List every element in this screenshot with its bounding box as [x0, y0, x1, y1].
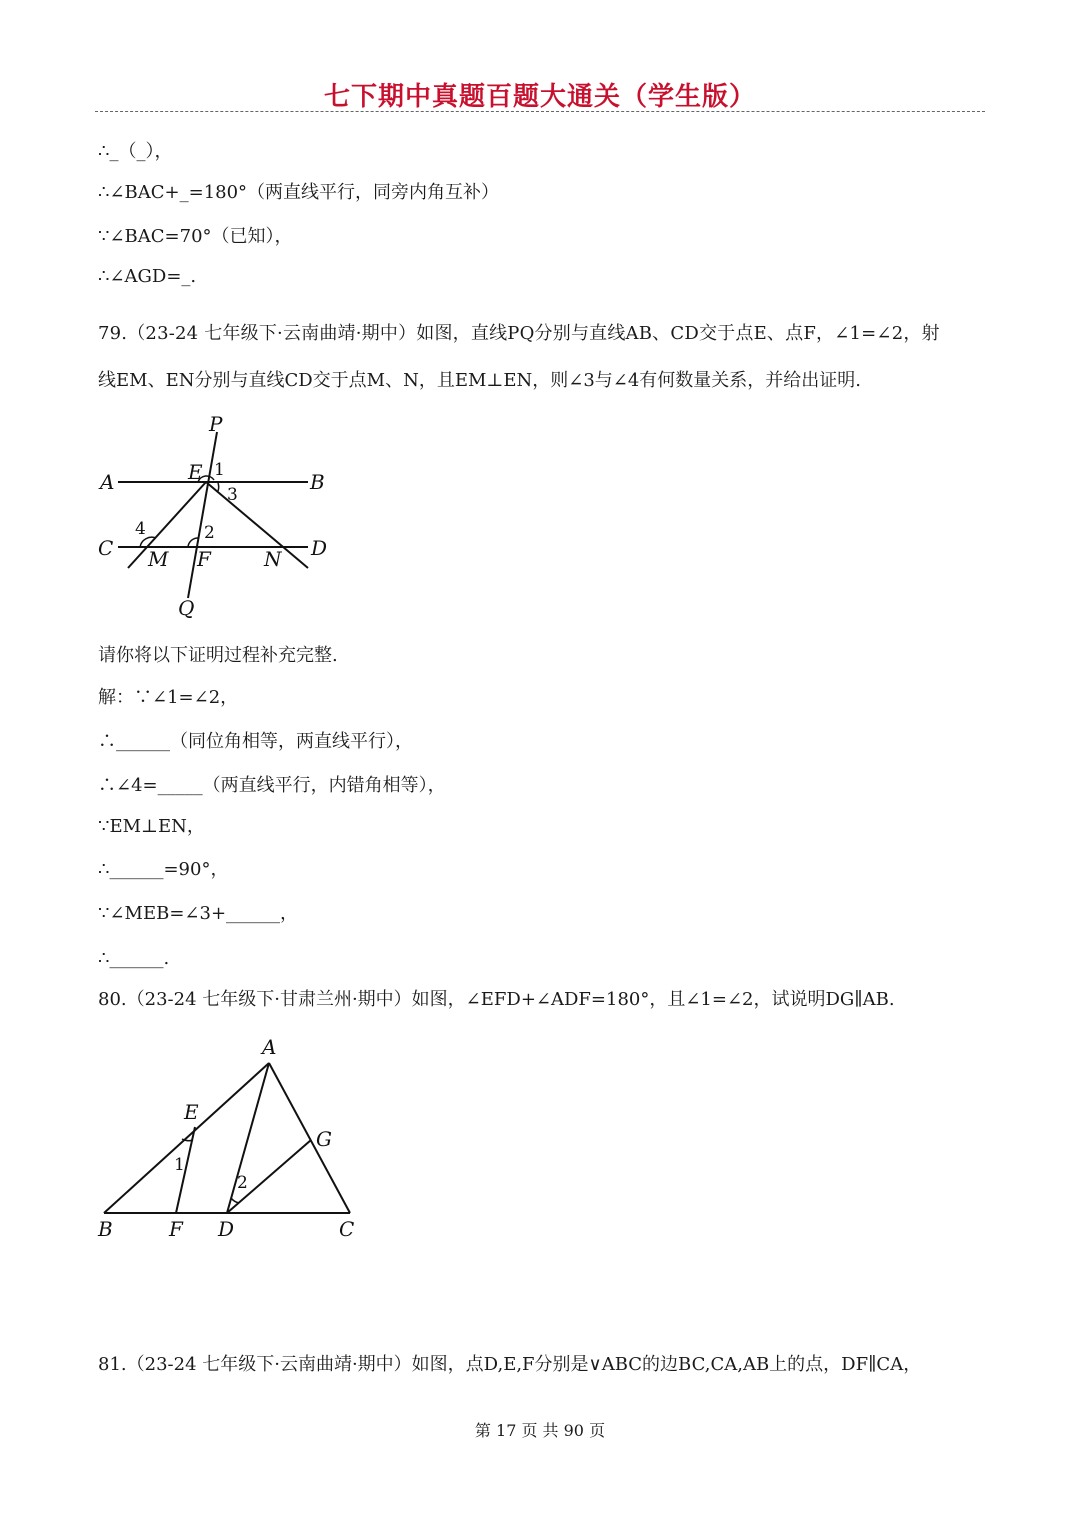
label-angle-3: 3: [227, 485, 238, 505]
label-B: B: [310, 470, 325, 494]
q79-step-1: 解：∵∠1=∠2，: [98, 687, 239, 708]
label-C: C: [339, 1217, 355, 1241]
label-D: D: [218, 1217, 235, 1241]
q79-step-3: ∴∠4=_____（两直线平行，内错角相等），: [98, 775, 446, 796]
q79-figure: [90, 410, 350, 625]
label-A: A: [262, 1035, 277, 1059]
q79-text-line2: 线EM、EN分别与直线CD交于点M、N，且EM⊥EN，则∠3与∠4有何数量关系，并给出证明.: [98, 370, 862, 391]
label-G: G: [316, 1127, 332, 1151]
label-E: E: [188, 460, 203, 484]
label-E: E: [184, 1100, 199, 1124]
label-B: B: [98, 1217, 113, 1241]
label-angle-2: 2: [204, 523, 215, 543]
page-footer: 第 17 页 共 90 页: [474, 1421, 606, 1440]
q79-text-line1: 79.（23-24 七年级下·云南曲靖·期中）如图，直线PQ分别与直线AB、CD交于点E、点F，∠1=∠2，射: [98, 323, 940, 344]
q79-step-5: ∴______=90°，: [98, 859, 229, 880]
q79-step-2: ∴______（同位角相等，两直线平行），: [98, 731, 413, 752]
prev-step-1: ∴_（_），: [98, 141, 173, 162]
prev-step-3: ∵∠BAC=70°（已知），: [98, 226, 293, 247]
header-divider: [95, 111, 985, 112]
label-C: C: [98, 536, 114, 560]
label-P: P: [209, 412, 223, 436]
q79-step-6: ∵∠MEB=∠3+______，: [98, 903, 299, 924]
segment-AD: [227, 1063, 269, 1213]
page-header-title: 七下期中真题百题大通关（学生版）: [323, 82, 756, 112]
line-PQ: [188, 432, 217, 598]
q80-figure: [90, 1030, 380, 1245]
q81-text: 81.（23-24 七年级下·云南曲靖·期中）如图，点D,E,F分别是∨ABC的边BC,CA,AB上的点，DF∥CA，: [98, 1354, 922, 1375]
q80-text: 80.（23-24 七年级下·甘肃兰州·期中）如图，∠EFD+∠ADF=180°，且∠1=∠2，试说明DG∥AB.: [98, 989, 895, 1010]
label-F: F: [169, 1217, 183, 1241]
q79-step-4: ∵EM⊥EN，: [98, 816, 205, 837]
label-A: A: [100, 470, 115, 494]
segment-AC: [269, 1063, 350, 1213]
ray-EN: [206, 482, 308, 568]
label-angle-1: 1: [174, 1155, 185, 1175]
label-M: M: [148, 547, 169, 571]
label-angle-4: 4: [135, 519, 146, 539]
label-angle-1: 1: [214, 460, 225, 480]
label-N: N: [264, 547, 282, 571]
label-F: F: [197, 547, 211, 571]
prev-step-2: ∴∠BAC+_=180°（两直线平行，同旁内角互补）: [98, 182, 500, 203]
label-angle-2: 2: [237, 1173, 248, 1193]
prev-step-4: ∴∠AGD=_.: [98, 266, 197, 287]
q79-instruction: 请你将以下证明过程补充完整.: [98, 645, 338, 666]
q79-step-7: ∴______.: [98, 948, 170, 969]
label-Q: Q: [178, 596, 195, 620]
label-D: D: [311, 536, 328, 560]
